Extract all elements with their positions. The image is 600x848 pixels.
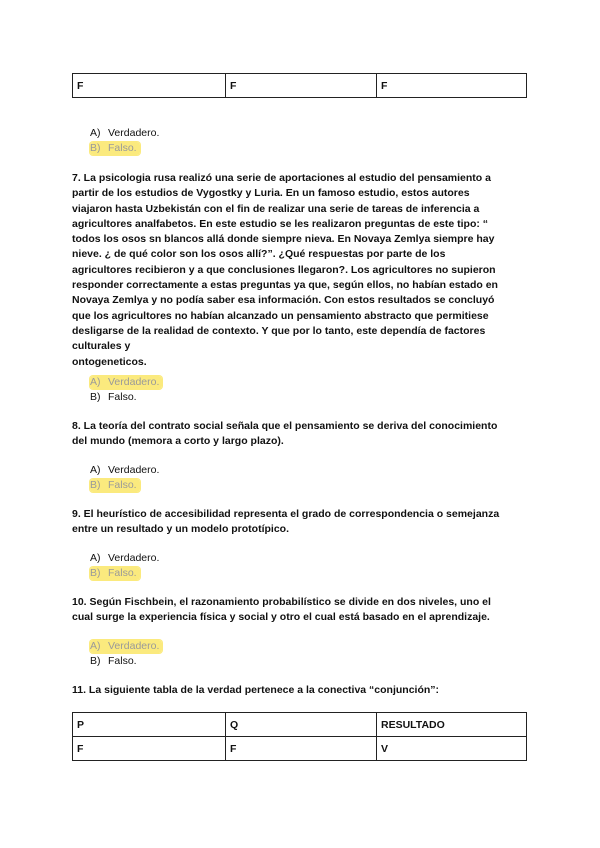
question-line: agricultores recibieron y a que conclusiones llegaron?. Los agricultores no supieron bbox=[72, 263, 496, 276]
question-line: 11. La siguiente tabla de la verdad pertenece a la conectiva “conjunción”: bbox=[72, 684, 440, 696]
table-cell: F bbox=[73, 737, 226, 761]
q10-option-b: B) Falso. bbox=[90, 655, 137, 667]
table-cell: F bbox=[226, 737, 377, 761]
question-line: que los agricultores no habían alcanzado un pensamiento abstracto que permitiese bbox=[72, 309, 489, 322]
question-line: 7. La psicologia rusa realizó una serie de aportaciones al estudio del pensamiento a bbox=[72, 172, 491, 184]
question-line: culturales y bbox=[72, 340, 131, 353]
question-9-text bbox=[72, 507, 528, 538]
q8-option-a: A) Verdadero. bbox=[90, 464, 160, 476]
question-11-text bbox=[72, 683, 528, 698]
question-7-text bbox=[72, 171, 528, 370]
question-line: ontogeneticos. bbox=[72, 355, 147, 368]
table-row bbox=[73, 74, 527, 98]
table-row bbox=[73, 737, 527, 761]
question-line: responder correctamente a estas preguntas ya que, según ellos, no habían estado en bbox=[72, 279, 498, 292]
q6-option-a: A) Verdadero. bbox=[90, 127, 160, 139]
question-line: agricultores analfabetos. En este estudio se les realizaron preguntas de este tipo: “ bbox=[72, 217, 489, 230]
table-header-cell: Q bbox=[226, 713, 377, 737]
highlight-mark: B) Falso. bbox=[90, 142, 140, 155]
question-8-text bbox=[72, 419, 528, 450]
highlight-mark: A) Verdadero. bbox=[90, 376, 162, 389]
q7-option-a-highlighted bbox=[90, 375, 162, 389]
table-cell: F bbox=[377, 74, 527, 98]
q7-option-b: B) Falso. bbox=[90, 391, 137, 403]
question-line: partir de los estudios de Vygostky y Luria. En un famoso estudio, estos autores bbox=[72, 187, 470, 200]
table-cell: F bbox=[226, 74, 377, 98]
question-line: nieve. ¿ de qué color son los osos allí?”. ¿Qué respuestas por parte de los bbox=[72, 248, 446, 261]
table-header-cell: P bbox=[73, 713, 226, 737]
highlight-mark: A) Verdadero. bbox=[90, 640, 162, 653]
question-line: 9. El heurístico de accesibilidad representa el grado de correspondencia o semejanza bbox=[72, 508, 500, 520]
question-10-text bbox=[72, 595, 528, 626]
question-line: Novaya Zemlya y no podía saber esa información. Con estos resultados se concluyó bbox=[72, 294, 495, 307]
highlight-mark: B) Falso. bbox=[90, 479, 140, 492]
table-cell: F bbox=[73, 74, 226, 98]
highlight-mark: B) Falso. bbox=[90, 567, 140, 580]
question-line: del mundo (memora a corto y largo plazo). bbox=[72, 435, 284, 448]
q6-option-b-highlighted bbox=[90, 141, 140, 155]
question-line: 10. Según Fischbein, el razonamiento probabilístico se divide en dos niveles, uno el bbox=[72, 596, 491, 608]
table-header-row bbox=[73, 713, 527, 737]
q8-option-b-highlighted bbox=[90, 478, 140, 492]
q10-option-a-highlighted bbox=[90, 639, 162, 653]
question-line: 8. La teoría del contrato social señala que el pensamiento se deriva del conocimiento bbox=[72, 420, 498, 432]
question-line: entre un resultado y un modelo prototípico. bbox=[72, 523, 290, 536]
question-line: desligarse de la realidad de contexto. Y que por lo tanto, este dependía de factores bbox=[72, 324, 486, 337]
question-line: viajaron hasta Uzbekistán con el fin de realizar una serie de tareas de inferencia a bbox=[72, 202, 480, 215]
table-header-cell: RESULTADO bbox=[377, 713, 527, 737]
q9-option-a: A) Verdadero. bbox=[90, 552, 160, 564]
truth-table-conjunction bbox=[72, 712, 527, 761]
truth-table-previous bbox=[72, 73, 527, 98]
question-line: todos los osos sn blancos allá donde siempre nieva. En Novaya Zemlya siempre hay bbox=[72, 233, 495, 246]
question-line: cual surge la experiencia física y social y otro el cual está basado en el aprendizaje. bbox=[72, 611, 490, 624]
table-cell: V bbox=[377, 737, 527, 761]
q9-option-b-highlighted bbox=[90, 566, 140, 580]
